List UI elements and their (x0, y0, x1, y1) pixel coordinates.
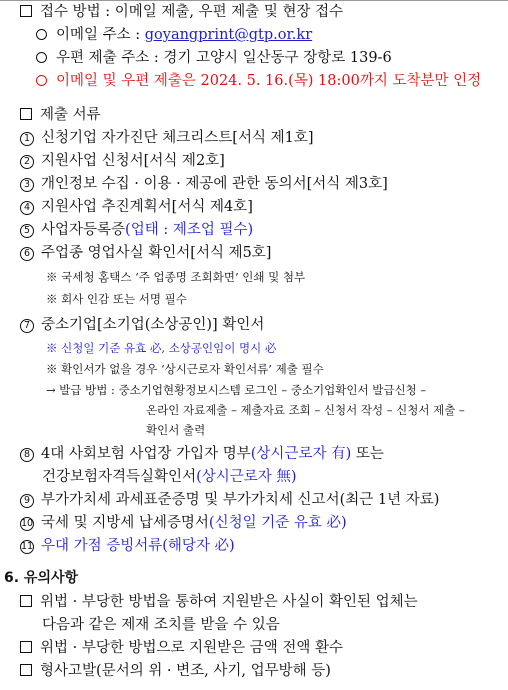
submission-method: 접수 방법 : 이메일 제출, 우편 제출 및 현장 접수 (20, 2, 343, 22)
item7-arrow-line-1: → 발급 방법 : 중소기업현황정보시스템 로그인 – 중소기업확인서 발급신청 – (46, 383, 427, 397)
checkbox-square-icon (20, 5, 32, 17)
item7-blue-note: ※ 신청일 기준 유효 必, 소상공인임이 명시 必 (46, 341, 277, 355)
item7-note-2: ※ 확인서가 없을 경우 ‘상시근로자 확인서류’ 제출 필수 (46, 362, 324, 376)
item7-arrow-line-3: 확인서 출력 (146, 423, 206, 437)
precaution-item-3: 형사고발(문서의 위 · 변조, 사기, 업무방해 등) (20, 661, 331, 681)
checkbox-square-icon (20, 108, 32, 120)
checkbox-square-icon (20, 641, 32, 653)
precaution-item-2: 위법 · 부당한 방법으로 지원받은 금액 전액 환수 (20, 638, 343, 658)
document-item-2: 2 지원사업 신청서[서식 제2호] (20, 151, 225, 171)
document-item-5: 5 사업자등록증(업태 : 제조업 필수) (20, 220, 253, 240)
documents-title: 제출 서류 (20, 105, 101, 125)
item7-arrow-line-2: 온라인 자료제출 – 제출자료 조회 – 신청서 작성 – 신청서 제출 – (146, 403, 465, 417)
item6-note-2: ※ 회사 인감 또는 서명 필수 (46, 292, 187, 306)
number-badge: 9 (20, 494, 34, 508)
checkbox-square-icon (20, 664, 32, 676)
circle-bullet-icon (36, 29, 47, 40)
number-badge: 11 (21, 541, 34, 552)
number-badge: 10 (21, 518, 34, 529)
precaution-item-1-cont: 다음과 같은 제재 조치를 받을 수 있음 (42, 617, 280, 633)
postal-address-line: 우편 제출 주소 : 경기 고양시 일산동구 장항로 139-6 (36, 48, 392, 68)
precaution-item-1: 위법 · 부당한 방법을 통하여 지원받은 사실이 확인된 업체는 (20, 592, 418, 612)
checkbox-square-icon (20, 595, 32, 607)
number-badge: 7 (20, 319, 34, 333)
number-badge: 8 (20, 448, 34, 462)
top-divider (0, 0, 508, 1)
number-badge: 3 (20, 178, 34, 192)
circle-bullet-icon (36, 52, 47, 63)
email-line: 이메일 주소 : goyangprint@gtp.or.kr (36, 25, 312, 45)
document-item-10: 10 국세 및 지방세 납세증명서(신청일 기준 유효 必) (21, 515, 347, 531)
document-item-11: 11 우대 가점 증빙서류(해당자 必) (21, 538, 235, 554)
document-item-8: 8 4대 사회보험 사업장 가입자 명부(상시근로자 有) 또는 (20, 444, 384, 464)
document-item-7: 7 중소기업[소기업(소상공인)] 확인서 (20, 315, 264, 335)
precautions-title: 6. 유의사항 (4, 570, 79, 586)
document-item-1: 1 신청기업 자가진단 체크리스트[서식 제1호] (20, 128, 313, 148)
deadline-notice: 이메일 및 우편 제출은 2024. 5. 16.(목) 18:00까지 도착분만 인정 (36, 71, 481, 91)
number-badge: 1 (20, 132, 34, 146)
circle-bullet-icon (36, 75, 47, 86)
document-item-9: 9 부가가치세 과세표준증명 및 부가가치세 신고서(최근 1년 자료) (20, 490, 439, 510)
email-link[interactable]: goyangprint@gtp.or.kr (144, 27, 313, 43)
document-item-3: 3 개인정보 수집 · 이용 · 제공에 관한 동의서[서식 제3호] (20, 174, 388, 194)
document-item-4: 4 지원사업 추진계획서[서식 제4호] (20, 197, 253, 217)
item8-line-2: 건강보험자격득실확인서(상시근로자 無) (42, 469, 297, 485)
number-badge: 5 (20, 224, 34, 238)
number-badge: 2 (20, 155, 34, 169)
number-badge: 4 (20, 201, 34, 215)
document-item-6: 6 주업종 영업사실 확인서[서식 제5호] (20, 243, 271, 263)
item6-note-1: ※ 국세청 홈택스 ‘주 업종명 조회화면’ 인쇄 및 첨부 (46, 270, 306, 284)
number-badge: 6 (20, 247, 34, 261)
